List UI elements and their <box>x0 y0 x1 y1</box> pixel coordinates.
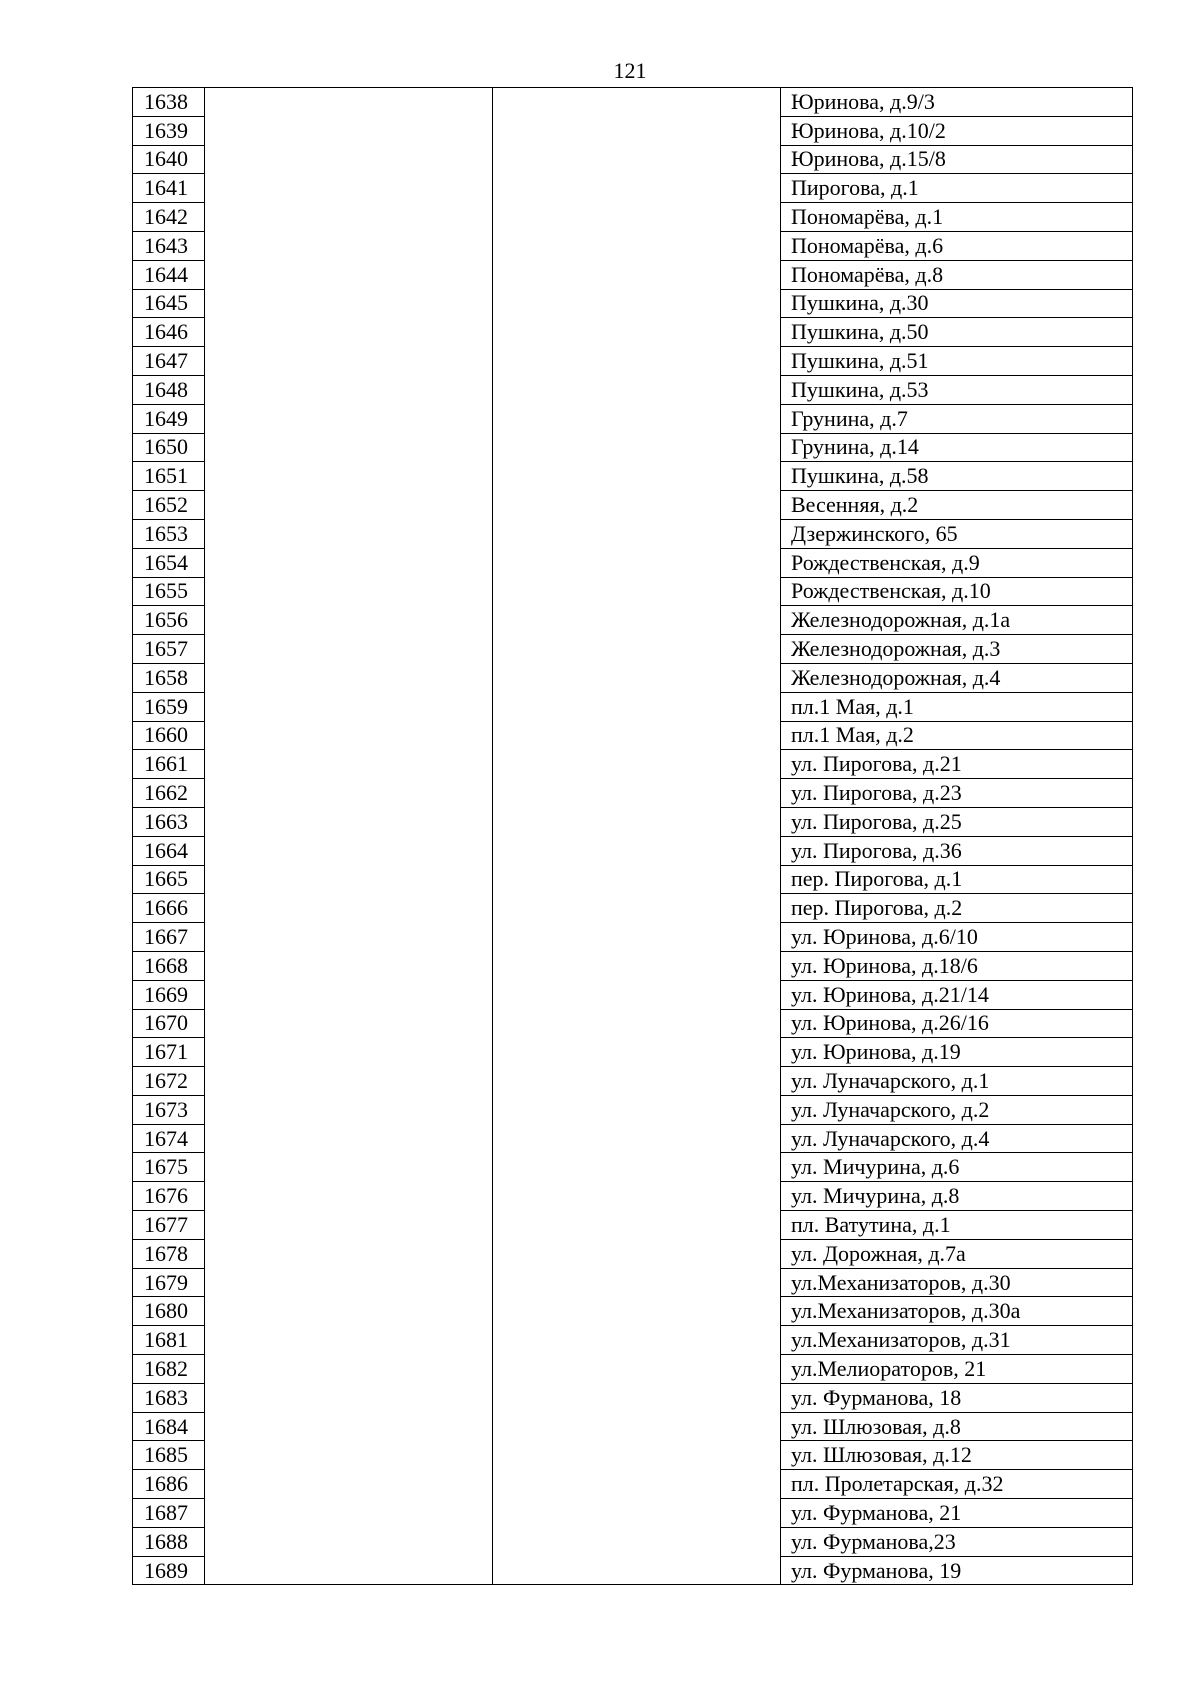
address-cell: Рождественская, д.9 <box>781 548 1133 577</box>
empty-cell-col3 <box>493 577 781 606</box>
table-row <box>133 260 1133 289</box>
empty-cell-col3 <box>493 894 781 923</box>
row-number-cell: 1644 <box>133 260 205 289</box>
address-cell: Пономарёва, д.8 <box>781 260 1133 289</box>
table-row <box>133 1038 1133 1067</box>
empty-cell-col2 <box>205 1095 493 1124</box>
table-row <box>133 779 1133 808</box>
empty-cell-col3 <box>493 1268 781 1297</box>
row-number-cell: 1689 <box>133 1556 205 1585</box>
empty-cell-col3 <box>493 203 781 232</box>
empty-cell-col3 <box>493 663 781 692</box>
row-number-cell: 1687 <box>133 1499 205 1528</box>
empty-cell-col2 <box>205 1383 493 1412</box>
empty-cell-col3 <box>493 347 781 376</box>
table-row <box>133 433 1133 462</box>
table-row <box>133 347 1133 376</box>
address-cell: Пушкина, д.58 <box>781 462 1133 491</box>
row-number-cell: 1649 <box>133 404 205 433</box>
empty-cell-col2 <box>205 606 493 635</box>
address-cell: Пономарёва, д.1 <box>781 203 1133 232</box>
address-cell: ул. Пирогова, д.25 <box>781 807 1133 836</box>
row-number-cell: 1650 <box>133 433 205 462</box>
empty-cell-col2 <box>205 1239 493 1268</box>
address-cell: Дзержинского, 65 <box>781 519 1133 548</box>
row-number-cell: 1675 <box>133 1153 205 1182</box>
empty-cell-col2 <box>205 203 493 232</box>
address-cell: ул.Мелиораторов, 21 <box>781 1355 1133 1384</box>
empty-cell-col2 <box>205 1412 493 1441</box>
empty-cell-col2 <box>205 231 493 260</box>
row-number-cell: 1674 <box>133 1124 205 1153</box>
row-number-cell: 1685 <box>133 1441 205 1470</box>
empty-cell-col2 <box>205 1124 493 1153</box>
row-number-cell: 1657 <box>133 635 205 664</box>
empty-cell-col3 <box>493 116 781 145</box>
row-number-cell: 1683 <box>133 1383 205 1412</box>
address-cell: ул.Механизаторов, д.30 <box>781 1268 1133 1297</box>
address-cell: Железнодорожная, д.3 <box>781 635 1133 664</box>
table-row <box>133 1153 1133 1182</box>
empty-cell-col2 <box>205 1499 493 1528</box>
address-cell: Весенняя, д.2 <box>781 491 1133 520</box>
empty-cell-col3 <box>493 88 781 117</box>
table-row <box>133 1383 1133 1412</box>
empty-cell-col2 <box>205 1297 493 1326</box>
table-row <box>133 1499 1133 1528</box>
row-number-cell: 1643 <box>133 231 205 260</box>
row-number-cell: 1664 <box>133 836 205 865</box>
empty-cell-col3 <box>493 807 781 836</box>
table-row <box>133 836 1133 865</box>
empty-cell-col2 <box>205 548 493 577</box>
row-number-cell: 1645 <box>133 289 205 318</box>
empty-cell-col2 <box>205 519 493 548</box>
table-row <box>133 1009 1133 1038</box>
row-number-cell: 1638 <box>133 88 205 117</box>
row-number-cell: 1682 <box>133 1355 205 1384</box>
row-number-cell: 1668 <box>133 951 205 980</box>
table-row <box>133 635 1133 664</box>
table-row <box>133 1268 1133 1297</box>
address-cell: пер. Пирогова, д.1 <box>781 865 1133 894</box>
empty-cell-col2 <box>205 1268 493 1297</box>
table-row <box>133 606 1133 635</box>
address-cell: Грунина, д.7 <box>781 404 1133 433</box>
row-number-cell: 1672 <box>133 1067 205 1096</box>
empty-cell-col2 <box>205 1182 493 1211</box>
row-number-cell: 1665 <box>133 865 205 894</box>
empty-cell-col3 <box>493 1383 781 1412</box>
row-number-cell: 1654 <box>133 548 205 577</box>
table-row <box>133 1556 1133 1585</box>
empty-cell-col3 <box>493 548 781 577</box>
empty-cell-col2 <box>205 260 493 289</box>
address-cell: ул. Фурманова,23 <box>781 1527 1133 1556</box>
empty-cell-col3 <box>493 1355 781 1384</box>
empty-cell-col3 <box>493 750 781 779</box>
table-row <box>133 894 1133 923</box>
address-cell: ул. Юринова, д.26/16 <box>781 1009 1133 1038</box>
address-cell: ул. Юринова, д.19 <box>781 1038 1133 1067</box>
page-number: 121 <box>613 58 647 83</box>
empty-cell-col3 <box>493 174 781 203</box>
address-cell: Пушкина, д.53 <box>781 375 1133 404</box>
table-row <box>133 289 1133 318</box>
empty-cell-col2 <box>205 692 493 721</box>
empty-cell-col3 <box>493 1527 781 1556</box>
row-number-cell: 1647 <box>133 347 205 376</box>
table-row <box>133 174 1133 203</box>
address-cell: ул. Юринова, д.18/6 <box>781 951 1133 980</box>
table-row <box>133 375 1133 404</box>
table-row <box>133 807 1133 836</box>
address-cell: ул. Пирогова, д.23 <box>781 779 1133 808</box>
empty-cell-col3 <box>493 951 781 980</box>
address-cell: ул.Механизаторов, д.31 <box>781 1326 1133 1355</box>
row-number-cell: 1666 <box>133 894 205 923</box>
empty-cell-col3 <box>493 721 781 750</box>
empty-cell-col2 <box>205 1355 493 1384</box>
address-cell: Юринова, д.10/2 <box>781 116 1133 145</box>
empty-cell-col3 <box>493 491 781 520</box>
empty-cell-col2 <box>205 951 493 980</box>
empty-cell-col3 <box>493 1009 781 1038</box>
table-row <box>133 548 1133 577</box>
empty-cell-col2 <box>205 980 493 1009</box>
address-cell: Железнодорожная, д.4 <box>781 663 1133 692</box>
empty-cell-col2 <box>205 174 493 203</box>
table-row <box>133 462 1133 491</box>
empty-cell-col3 <box>493 1412 781 1441</box>
table-row <box>133 1470 1133 1499</box>
empty-cell-col3 <box>493 779 781 808</box>
empty-cell-col2 <box>205 491 493 520</box>
table-row <box>133 1124 1133 1153</box>
row-number-cell: 1653 <box>133 519 205 548</box>
empty-cell-col2 <box>205 1556 493 1585</box>
empty-cell-col3 <box>493 404 781 433</box>
address-cell: ул. Пирогова, д.36 <box>781 836 1133 865</box>
row-number-cell: 1676 <box>133 1182 205 1211</box>
empty-cell-col2 <box>205 1038 493 1067</box>
row-number-cell: 1646 <box>133 318 205 347</box>
empty-cell-col2 <box>205 1527 493 1556</box>
empty-cell-col3 <box>493 375 781 404</box>
row-number-cell: 1658 <box>133 663 205 692</box>
row-number-cell: 1677 <box>133 1211 205 1240</box>
address-cell: пер. Пирогова, д.2 <box>781 894 1133 923</box>
empty-cell-col2 <box>205 1211 493 1240</box>
empty-cell-col2 <box>205 894 493 923</box>
table-row <box>133 519 1133 548</box>
address-cell: пл.1 Мая, д.1 <box>781 692 1133 721</box>
address-cell: пл. Ватутина, д.1 <box>781 1211 1133 1240</box>
empty-cell-col3 <box>493 519 781 548</box>
empty-cell-col2 <box>205 462 493 491</box>
empty-cell-col2 <box>205 663 493 692</box>
table-row <box>133 692 1133 721</box>
row-number-cell: 1667 <box>133 923 205 952</box>
empty-cell-col2 <box>205 836 493 865</box>
address-cell: Пушкина, д.50 <box>781 318 1133 347</box>
empty-cell-col3 <box>493 433 781 462</box>
row-number-cell: 1673 <box>133 1095 205 1124</box>
address-cell: Пономарёва, д.6 <box>781 231 1133 260</box>
empty-cell-col2 <box>205 375 493 404</box>
row-number-cell: 1652 <box>133 491 205 520</box>
empty-cell-col3 <box>493 836 781 865</box>
empty-cell-col3 <box>493 1239 781 1268</box>
empty-cell-col3 <box>493 1470 781 1499</box>
empty-cell-col3 <box>493 318 781 347</box>
table-row <box>133 1297 1133 1326</box>
empty-cell-col2 <box>205 347 493 376</box>
address-cell: ул. Мичурина, д.8 <box>781 1182 1133 1211</box>
row-number-cell: 1655 <box>133 577 205 606</box>
row-number-cell: 1680 <box>133 1297 205 1326</box>
address-cell: Пирогова, д.1 <box>781 174 1133 203</box>
row-number-cell: 1641 <box>133 174 205 203</box>
row-number-cell: 1688 <box>133 1527 205 1556</box>
row-number-cell: 1663 <box>133 807 205 836</box>
table-row <box>133 1067 1133 1096</box>
row-number-cell: 1660 <box>133 721 205 750</box>
empty-cell-col3 <box>493 1441 781 1470</box>
address-cell: пл. Пролетарская, д.32 <box>781 1470 1133 1499</box>
empty-cell-col2 <box>205 1470 493 1499</box>
table-row <box>133 1239 1133 1268</box>
empty-cell-col3 <box>493 1153 781 1182</box>
empty-cell-col3 <box>493 1326 781 1355</box>
address-cell: ул. Фурманова, 21 <box>781 1499 1133 1528</box>
row-number-cell: 1640 <box>133 145 205 174</box>
empty-cell-col2 <box>205 404 493 433</box>
empty-cell-col2 <box>205 577 493 606</box>
table-row <box>133 1412 1133 1441</box>
table-row <box>133 1211 1133 1240</box>
empty-cell-col2 <box>205 635 493 664</box>
row-number-cell: 1662 <box>133 779 205 808</box>
row-number-cell: 1648 <box>133 375 205 404</box>
table-row <box>133 1527 1133 1556</box>
address-cell: Грунина, д.14 <box>781 433 1133 462</box>
empty-cell-col3 <box>493 1182 781 1211</box>
table-row <box>133 721 1133 750</box>
empty-cell-col3 <box>493 1038 781 1067</box>
row-number-cell: 1661 <box>133 750 205 779</box>
address-cell: ул. Юринова, д.6/10 <box>781 923 1133 952</box>
table-row <box>133 1326 1133 1355</box>
table-row <box>133 1095 1133 1124</box>
address-cell: Юринова, д.15/8 <box>781 145 1133 174</box>
address-cell: Юринова, д.9/3 <box>781 88 1133 117</box>
empty-cell-col3 <box>493 692 781 721</box>
address-cell: Пушкина, д.30 <box>781 289 1133 318</box>
address-table-body <box>133 88 1133 1585</box>
table-row <box>133 88 1133 117</box>
row-number-cell: 1639 <box>133 116 205 145</box>
empty-cell-col2 <box>205 779 493 808</box>
empty-cell-col2 <box>205 865 493 894</box>
address-cell: ул. Шлюзовая, д.12 <box>781 1441 1133 1470</box>
empty-cell-col3 <box>493 1124 781 1153</box>
table-row <box>133 1441 1133 1470</box>
address-table <box>132 87 1133 1585</box>
empty-cell-col3 <box>493 1095 781 1124</box>
empty-cell-col3 <box>493 145 781 174</box>
empty-cell-col3 <box>493 865 781 894</box>
table-row <box>133 923 1133 952</box>
row-number-cell: 1651 <box>133 462 205 491</box>
address-cell: ул. Фурманова, 18 <box>781 1383 1133 1412</box>
empty-cell-col3 <box>493 1211 781 1240</box>
empty-cell-col2 <box>205 433 493 462</box>
empty-cell-col2 <box>205 1009 493 1038</box>
address-cell: ул. Мичурина, д.6 <box>781 1153 1133 1182</box>
table-row <box>133 404 1133 433</box>
row-number-cell: 1669 <box>133 980 205 1009</box>
address-cell: пл.1 Мая, д.2 <box>781 721 1133 750</box>
table-row <box>133 1355 1133 1384</box>
table-row <box>133 491 1133 520</box>
row-number-cell: 1659 <box>133 692 205 721</box>
empty-cell-col3 <box>493 606 781 635</box>
table-row <box>133 980 1133 1009</box>
empty-cell-col2 <box>205 1441 493 1470</box>
address-cell: Рождественская, д.10 <box>781 577 1133 606</box>
empty-cell-col3 <box>493 923 781 952</box>
empty-cell-col3 <box>493 231 781 260</box>
row-number-cell: 1678 <box>133 1239 205 1268</box>
empty-cell-col3 <box>493 635 781 664</box>
address-cell: ул. Луначарского, д.1 <box>781 1067 1133 1096</box>
empty-cell-col2 <box>205 750 493 779</box>
empty-cell-col3 <box>493 1556 781 1585</box>
address-cell: ул. Юринова, д.21/14 <box>781 980 1133 1009</box>
table-row <box>133 318 1133 347</box>
address-cell: ул. Луначарского, д.2 <box>781 1095 1133 1124</box>
empty-cell-col2 <box>205 923 493 952</box>
empty-cell-col3 <box>493 1499 781 1528</box>
empty-cell-col3 <box>493 1297 781 1326</box>
row-number-cell: 1670 <box>133 1009 205 1038</box>
table-row <box>133 203 1133 232</box>
table-row <box>133 577 1133 606</box>
table-row <box>133 231 1133 260</box>
empty-cell-col2 <box>205 88 493 117</box>
address-cell: ул. Луначарского, д.4 <box>781 1124 1133 1153</box>
empty-cell-col3 <box>493 1067 781 1096</box>
empty-cell-col2 <box>205 721 493 750</box>
empty-cell-col3 <box>493 289 781 318</box>
empty-cell-col2 <box>205 289 493 318</box>
row-number-cell: 1679 <box>133 1268 205 1297</box>
empty-cell-col2 <box>205 318 493 347</box>
table-row <box>133 951 1133 980</box>
address-cell: ул.Механизаторов, д.30а <box>781 1297 1133 1326</box>
row-number-cell: 1684 <box>133 1412 205 1441</box>
table-row <box>133 750 1133 779</box>
address-cell: ул. Фурманова, 19 <box>781 1556 1133 1585</box>
empty-cell-col2 <box>205 116 493 145</box>
row-number-cell: 1642 <box>133 203 205 232</box>
empty-cell-col2 <box>205 807 493 836</box>
address-cell: ул. Дорожная, д.7а <box>781 1239 1133 1268</box>
table-row <box>133 663 1133 692</box>
address-cell: Железнодорожная, д.1а <box>781 606 1133 635</box>
empty-cell-col2 <box>205 1067 493 1096</box>
empty-cell-col2 <box>205 145 493 174</box>
table-row <box>133 1182 1133 1211</box>
table-row <box>133 865 1133 894</box>
row-number-cell: 1686 <box>133 1470 205 1499</box>
row-number-cell: 1671 <box>133 1038 205 1067</box>
table-row <box>133 116 1133 145</box>
address-cell: ул. Шлюзовая, д.8 <box>781 1412 1133 1441</box>
empty-cell-col3 <box>493 260 781 289</box>
table-row <box>133 145 1133 174</box>
row-number-cell: 1656 <box>133 606 205 635</box>
address-cell: ул. Пирогова, д.21 <box>781 750 1133 779</box>
empty-cell-col2 <box>205 1326 493 1355</box>
empty-cell-col3 <box>493 462 781 491</box>
row-number-cell: 1681 <box>133 1326 205 1355</box>
empty-cell-col3 <box>493 980 781 1009</box>
address-cell: Пушкина, д.51 <box>781 347 1133 376</box>
empty-cell-col2 <box>205 1153 493 1182</box>
